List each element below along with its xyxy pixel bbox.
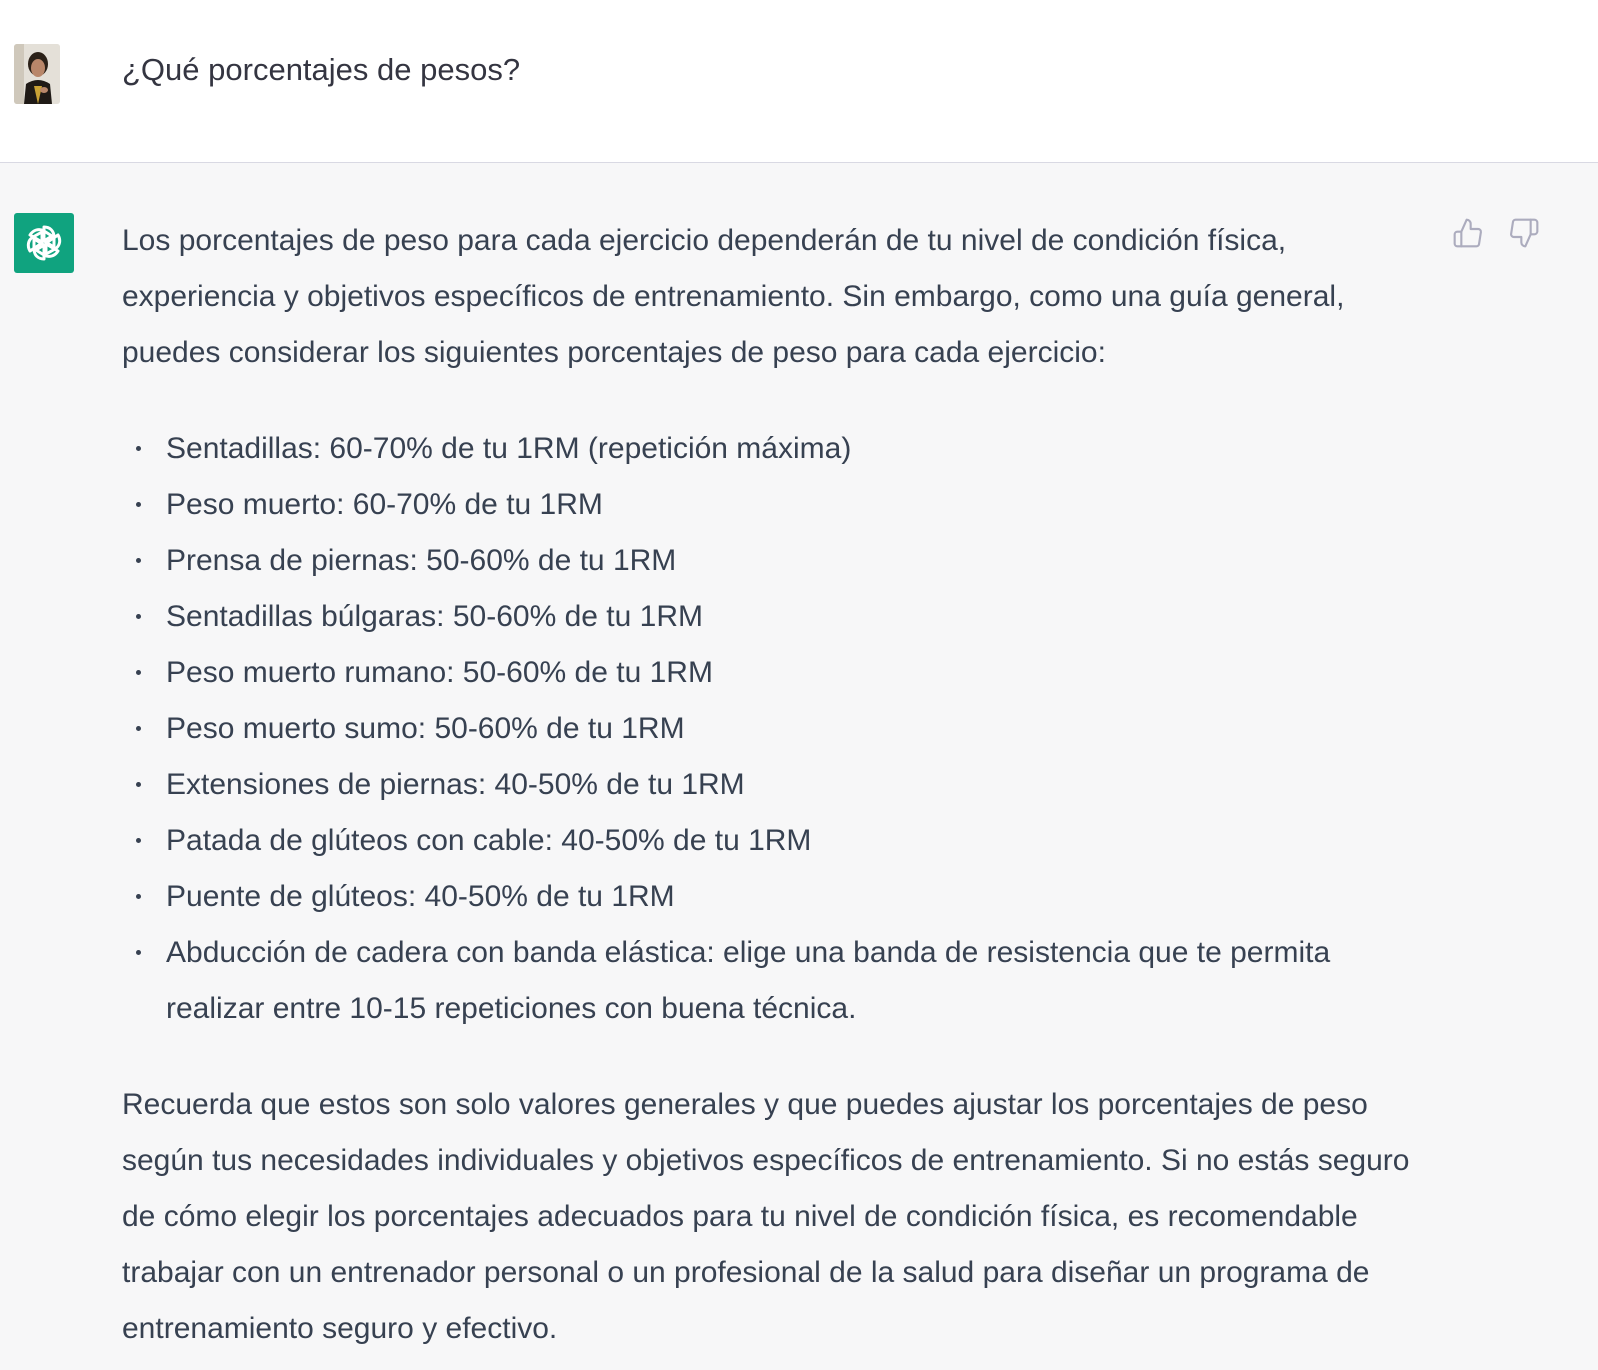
bullet bbox=[136, 894, 141, 899]
outro-paragraph: Recuerda que estos son solo valores generales y que puedes ajustar los porcentajes de peso según tus necesidades individuales y objetivos específicos de entrenamiento. Si no estás seguro de cómo elegir los porcentajes adecuados para tu nivel de condición física, es recomendable trabajar con un entrenador personal o un profesional de la salud para diseñar un programa de entrenamiento seguro y efectivo. bbox=[122, 1088, 1410, 1345]
list-item: Sentadillas: 60-70% de tu 1RM (repetición máxima) bbox=[122, 421, 1412, 477]
thumbs-down-icon bbox=[1508, 217, 1540, 249]
list-item: Sentadillas búlgaras: 50-60% de tu 1RM bbox=[122, 589, 1412, 645]
list-item: Extensiones de piernas: 40-50% de tu 1RM bbox=[122, 757, 1412, 813]
thumbs-down-button[interactable] bbox=[1506, 215, 1542, 251]
intro-paragraph: Los porcentajes de peso para cada ejercicio dependerán de tu nivel de condición física, experiencia y objetivos específicos de entrenamiento. Sin embargo, como una guía general, puedes considerar los siguientes porcentajes de peso para cada ejercicio: bbox=[122, 224, 1345, 369]
user-avatar-photo bbox=[14, 44, 60, 104]
exercise-list bbox=[122, 421, 1412, 1037]
user-message-row bbox=[0, 0, 1598, 163]
list-item: Peso muerto sumo: 50-60% de tu 1RM bbox=[122, 701, 1412, 757]
thumbs-up-icon bbox=[1452, 217, 1484, 249]
thumbs-up-button[interactable] bbox=[1450, 215, 1486, 251]
list-item: Abducción de cadera con banda elástica: elige una banda de resistencia que te permita realizar entre 10-15 repeticiones con buena técnica. bbox=[122, 925, 1412, 1037]
bullet bbox=[136, 446, 141, 451]
bullet bbox=[136, 670, 141, 675]
assistant-message-row bbox=[0, 163, 1598, 1370]
bullet bbox=[136, 726, 141, 731]
list-item: Peso muerto: 60-70% de tu 1RM bbox=[122, 477, 1412, 533]
user-avatar bbox=[14, 44, 60, 104]
bullet bbox=[136, 782, 141, 787]
assistant-message-content bbox=[122, 213, 1412, 1357]
list-item: Patada de glúteos con cable: 40-50% de tu 1RM bbox=[122, 813, 1412, 869]
bullet bbox=[136, 838, 141, 843]
user-message-text: ¿Qué porcentajes de pesos? bbox=[122, 52, 521, 87]
openai-logo-icon bbox=[22, 221, 66, 265]
bullet bbox=[136, 558, 141, 563]
list-item: Peso muerto rumano: 50-60% de tu 1RM bbox=[122, 645, 1412, 701]
list-item: Prensa de piernas: 50-60% de tu 1RM bbox=[122, 533, 1412, 589]
assistant-avatar bbox=[14, 213, 74, 273]
bullet bbox=[136, 950, 141, 955]
bullet bbox=[136, 614, 141, 619]
list-item: Puente de glúteos: 40-50% de tu 1RM bbox=[122, 869, 1412, 925]
bullet bbox=[136, 502, 141, 507]
